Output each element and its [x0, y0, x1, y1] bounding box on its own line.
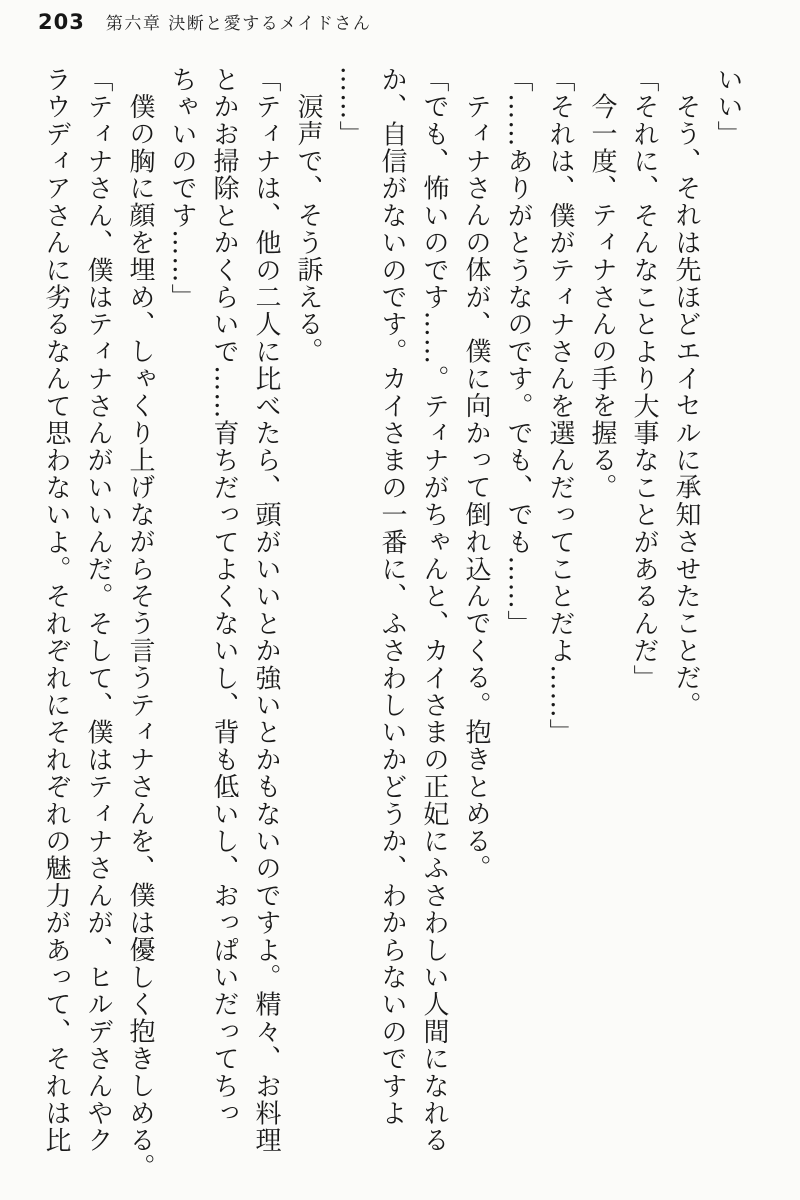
chapter-title: 第六章 決断と愛するメイドさん — [105, 14, 372, 34]
text-body — [29, 66, 749, 1188]
text-line: いい」 — [713, 66, 743, 148]
page-number: 203 — [38, 10, 85, 34]
text-line: 「でも、怖いのです……。ティナがちゃんと、カイさまの正妃にふさわしい人間になれる — [419, 66, 449, 1154]
text-line: 「……ありがとうなのです。でも、でも……」 — [503, 66, 533, 638]
text-line: 涙声で、そう訴える。 — [293, 93, 323, 365]
text-line: ラウディアさんに劣るなんて思わないよ。それぞれにそれぞれの魅力があって、それは比 — [41, 66, 71, 1154]
text-line: か、自信がないのです。カイさまの一番に、ふさわしいかどうか、わからないのですよ — [377, 66, 407, 1127]
page-header — [38, 9, 371, 34]
text-line: 今一度、ティナさんの手を握る。 — [587, 93, 617, 501]
text-line: ……」 — [335, 66, 365, 148]
text-line: 「それに、そんなことより大事なことがあるんだ」 — [629, 66, 659, 692]
text-line: とかお掃除とかくらいで……育ちだってよくないし、背も低いし、おっぱいだってちっ — [209, 66, 239, 1127]
text-line: 「ティナさん、僕はティナさんがいいんだ。そして、僕はティナさんが、ヒルデさんやク — [83, 66, 113, 1154]
text-line: 「ティナは、他の二人に比べたら、頭がいいとか強いとかもないのですよ。精々、お料理 — [251, 66, 281, 1154]
text-line: 「それは、僕がティナさんを選んだってことだよ……」 — [545, 66, 575, 746]
text-line: そう、それは先ほどエイセルに承知させたことだ。 — [671, 93, 701, 719]
text-line: ティナさんの体が、僕に向かって倒れ込んでくる。抱きとめる。 — [461, 93, 491, 882]
text-line: 僕の胸に顔を埋め、しゃくり上げながらそう言うティナさんを、僕は優しく抱きしめる。 — [125, 93, 155, 1181]
text-line: ちゃいのです……」 — [167, 66, 197, 311]
